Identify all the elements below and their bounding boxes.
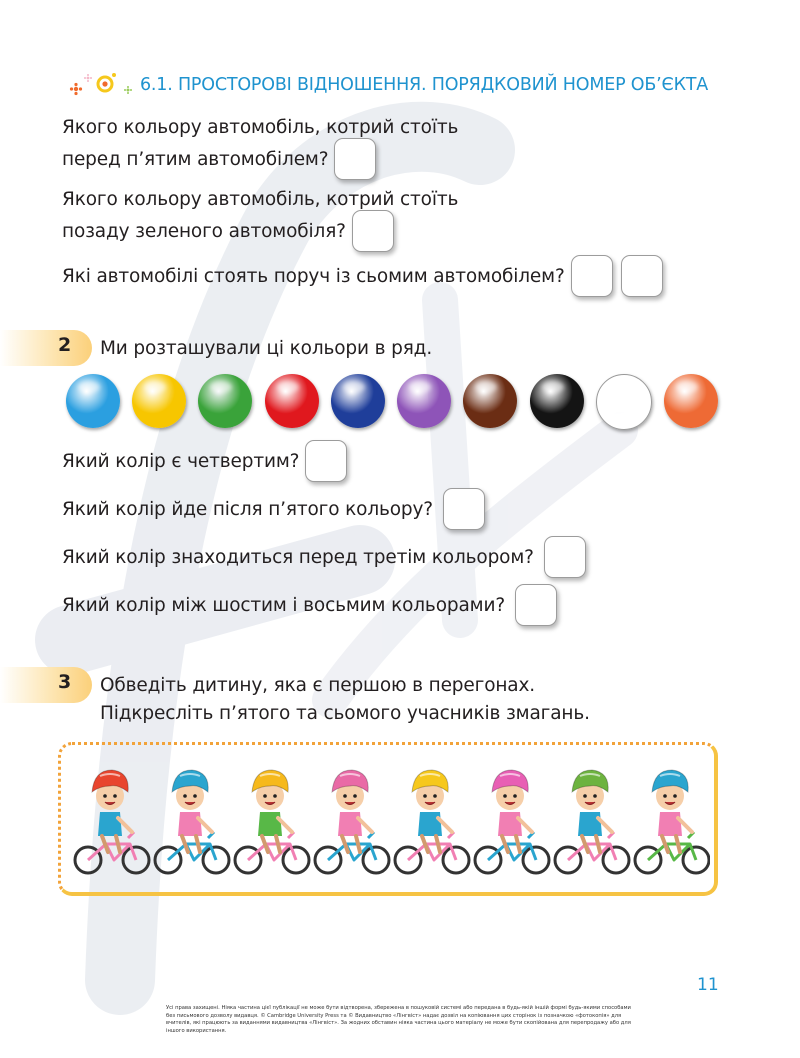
color-ball[interactable] <box>66 374 120 428</box>
question-text: перед п’ятим автомобілем? <box>62 148 329 170</box>
question-text: позаду зеленого автомобіля? <box>62 220 346 242</box>
cyclist-child[interactable] <box>475 770 549 873</box>
task-2-heading <box>0 330 432 366</box>
answer-box[interactable] <box>352 210 394 252</box>
question-text: Який колір між шостим і восьмим кольорами? <box>62 594 505 616</box>
answer-box[interactable] <box>571 255 613 297</box>
question-text: Який колір знаходиться перед третім кольором? <box>62 546 534 568</box>
question-line <box>62 584 557 626</box>
question-text: Який колір є четвертим? <box>62 450 300 472</box>
question-text: Які автомобілі стоять поруч із сьомим автомобілем? <box>62 265 565 287</box>
section-header <box>68 70 708 100</box>
task-instruction: Підкресліть п’ятого та сьомого учасників змагань. <box>100 703 590 724</box>
question-text: Який колір йде після п’ятого кольору? <box>62 498 433 520</box>
color-ball[interactable] <box>664 374 718 428</box>
cyclists-row <box>70 760 710 880</box>
color-ball[interactable] <box>596 374 652 430</box>
copyright-notice: Усі права захищені. Ніяка частина цієї публікації не може бути відтворена, збережена в пошуковій системі або передана в будь-якій іншій формі будь-якими способами без письмового дозволу видавця. © Cambridge University Press та © Видавництво «Лінгвіст» надає дозвіл на копіювання цих сторінок із позначкою «фотокопія» для вчителів, які працюють за виданнями видавництва «Лінгвіст». За жодних обставин ніяка частина цього матеріалу не може бути скопійована для перепродажу або для іншого використання. <box>166 1005 631 1034</box>
cyclist-child[interactable] <box>155 770 229 873</box>
task-number-band <box>0 667 92 703</box>
color-ball[interactable] <box>265 374 319 428</box>
question-text: Якого кольору автомобіль, котрий стоїть <box>62 117 459 138</box>
answer-box[interactable] <box>305 440 347 482</box>
color-ball[interactable] <box>397 374 451 428</box>
answer-box[interactable] <box>443 488 485 530</box>
task-3-heading <box>0 667 535 703</box>
answer-box[interactable] <box>334 138 376 180</box>
question-line <box>62 440 347 482</box>
color-ball[interactable] <box>530 374 584 428</box>
answer-box[interactable] <box>621 255 663 297</box>
color-ball[interactable] <box>198 374 252 428</box>
task-instruction: Обведіть дитину, яка є першою в перегонах. <box>100 674 536 696</box>
task-instruction: Ми розташували ці кольори в ряд. <box>100 337 433 359</box>
cyclist-child[interactable] <box>395 770 469 873</box>
question-line <box>62 255 663 297</box>
color-ball[interactable] <box>331 374 385 428</box>
task-number-band <box>0 330 92 366</box>
cyclist-child[interactable] <box>315 770 389 873</box>
question-line <box>62 117 458 138</box>
cyclist-child[interactable] <box>235 770 309 873</box>
question-line <box>62 189 458 210</box>
task-number: 3 <box>58 671 72 693</box>
color-ball[interactable] <box>463 374 517 428</box>
question-line <box>62 536 586 578</box>
question-line <box>62 138 376 180</box>
section-title: 6.1. ПРОСТОРОВІ ВІДНОШЕННЯ. ПОРЯДКОВИЙ НОМЕР ОБ’ЄКТА <box>140 75 709 95</box>
cyclist-child[interactable] <box>75 770 149 873</box>
task-number: 2 <box>58 334 72 356</box>
page-number: 11 <box>697 975 719 995</box>
question-line <box>62 488 485 530</box>
answer-box[interactable] <box>515 584 557 626</box>
cyclist-child[interactable] <box>555 770 629 873</box>
color-ball[interactable] <box>132 374 186 428</box>
answer-box[interactable] <box>544 536 586 578</box>
question-text: Якого кольору автомобіль, котрий стоїть <box>62 189 459 210</box>
question-line <box>62 210 394 252</box>
color-balls-row <box>66 374 718 428</box>
cyclist-child[interactable] <box>635 770 709 873</box>
sparkle-decoration-icon <box>68 70 140 100</box>
